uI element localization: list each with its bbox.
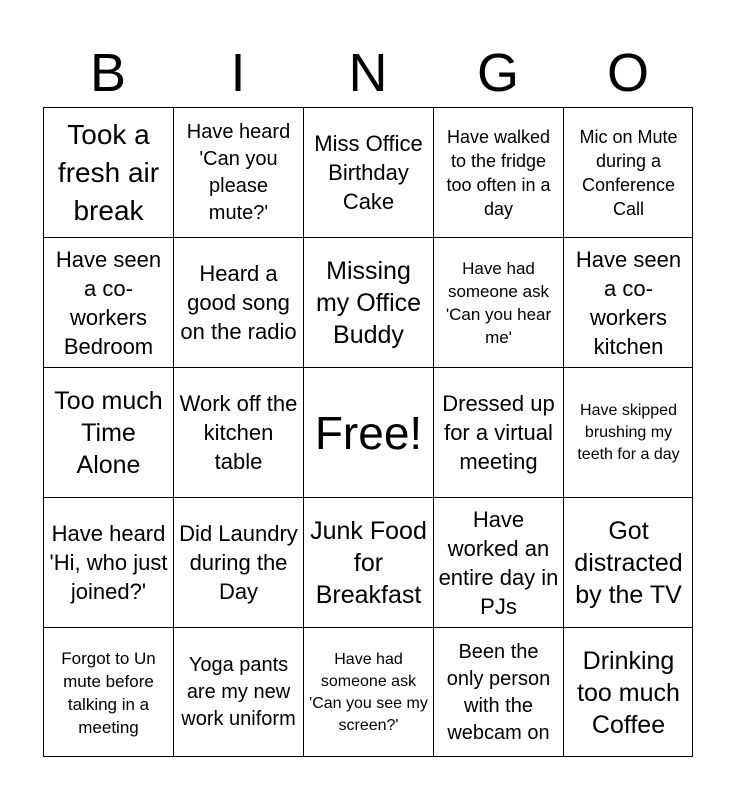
cell-text: Took a fresh air break bbox=[57, 118, 160, 226]
bingo-cell-r3c4 bbox=[433, 367, 563, 497]
header-letter-n: N bbox=[348, 43, 388, 103]
cell-text: Drinking too much Coffee bbox=[577, 646, 680, 739]
bingo-cell-r2c5 bbox=[563, 237, 693, 367]
cell-text: Miss Office Birthday Cake bbox=[314, 131, 423, 214]
bingo-cell-r4c4 bbox=[433, 497, 563, 627]
bingo-cell-r1c2 bbox=[173, 107, 303, 237]
cell-text: Have heard 'Can you please mute?' bbox=[186, 120, 291, 224]
cell-text: Mic on Mute during a Conference Call bbox=[579, 126, 678, 219]
bingo-cell-r1c4 bbox=[433, 107, 563, 237]
bingo-cell-r1c3 bbox=[303, 107, 433, 237]
bingo-cell-r4c2 bbox=[173, 497, 303, 627]
cell-text: Did Laundry during the Day bbox=[179, 521, 298, 604]
cell-text: Got distracted by the TV bbox=[574, 516, 683, 609]
bingo-cell-r3c5 bbox=[563, 367, 693, 497]
bingo-cell-r5c2 bbox=[173, 627, 303, 757]
cell-text: Have had someone ask 'Can you hear me' bbox=[445, 258, 552, 347]
header-letter-b: B bbox=[89, 43, 127, 103]
bingo-cell-free bbox=[303, 367, 433, 497]
cell-text: Dressed up for a virtual meeting bbox=[442, 391, 555, 474]
bingo-cell-r4c3 bbox=[303, 497, 433, 627]
header-letter-o: O bbox=[606, 43, 649, 103]
bingo-card-grid bbox=[43, 107, 693, 757]
bingo-cell-r5c5 bbox=[563, 627, 693, 757]
bingo-cell-r1c1 bbox=[43, 107, 173, 237]
bingo-cell-r2c2 bbox=[173, 237, 303, 367]
bingo-cell-r5c4 bbox=[433, 627, 563, 757]
bingo-cell-r3c2 bbox=[173, 367, 303, 497]
cell-text: Forgot to Un mute before talking in a meeting bbox=[61, 648, 156, 737]
bingo-cell-r1c5 bbox=[563, 107, 693, 237]
bingo-cell-r2c1 bbox=[43, 237, 173, 367]
cell-text: Yoga pants are my new work uniform bbox=[181, 654, 296, 730]
header-letter-i: I bbox=[230, 43, 246, 103]
cell-text: Have walked to the fridge too often in a day bbox=[446, 126, 551, 219]
header-letter-g: G bbox=[476, 43, 519, 103]
cell-text: Junk Food for Breakfast bbox=[310, 516, 427, 609]
bingo-cell-r4c5 bbox=[563, 497, 693, 627]
bingo-cell-r3c1 bbox=[43, 367, 173, 497]
cell-text: Have had someone ask 'Can you see my screen?' bbox=[309, 650, 428, 734]
cell-text: Heard a good song on the radio bbox=[180, 261, 297, 344]
free-space-text: Free! bbox=[314, 406, 423, 459]
cell-text: Have seen a co-workers kitchen bbox=[575, 246, 682, 359]
cell-text: Have seen a co-workers Bedroom bbox=[55, 246, 162, 359]
cell-text: Too much Time Alone bbox=[54, 386, 163, 479]
bingo-cell-r5c3 bbox=[303, 627, 433, 757]
cell-text: Have worked an entire day in PJs bbox=[438, 506, 559, 619]
cell-text: Have heard 'Hi, who just joined?' bbox=[49, 521, 168, 604]
cell-text: Have skipped brushing my teeth for a day bbox=[577, 401, 680, 463]
bingo-cell-r5c1 bbox=[43, 627, 173, 757]
bingo-header bbox=[43, 40, 693, 106]
cell-text: Work off the kitchen table bbox=[179, 391, 298, 474]
bingo-cell-r2c3 bbox=[303, 237, 433, 367]
cell-text: Missing my Office Buddy bbox=[315, 256, 422, 349]
bingo-cell-r4c1 bbox=[43, 497, 173, 627]
cell-text: Been the only person with the webcam on bbox=[446, 640, 551, 744]
bingo-cell-r2c4 bbox=[433, 237, 563, 367]
